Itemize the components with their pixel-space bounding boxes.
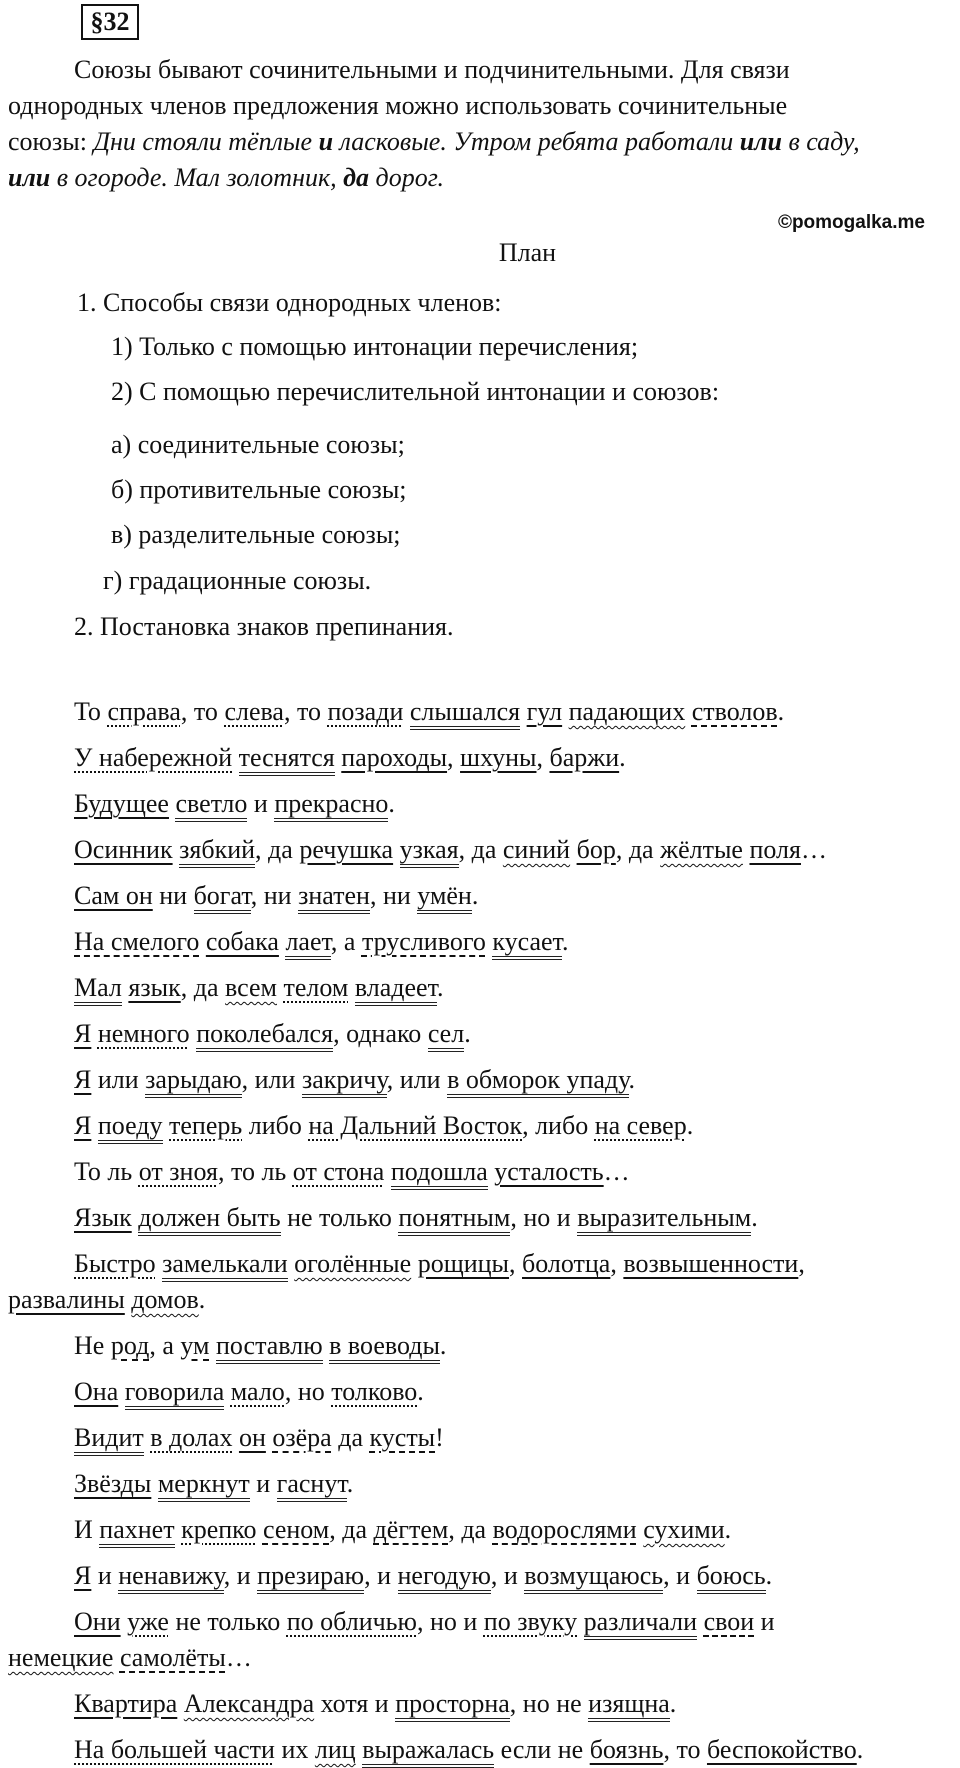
example-sentence <box>74 878 478 914</box>
intro-example <box>93 127 859 156</box>
word-plain: , и <box>663 1561 697 1590</box>
word-plain: ни <box>152 881 194 910</box>
word-attribute: немецкие <box>8 1643 114 1672</box>
word-subject: собака <box>205 927 279 956</box>
word-adverbial: На большей части <box>74 1735 275 1764</box>
example-sentence <box>74 1732 863 1768</box>
word-plain: либо <box>242 1111 309 1140</box>
word-subject: Сам он <box>74 881 153 910</box>
word-predicate: Видит <box>74 1423 144 1456</box>
word-plain: и <box>249 1469 277 1498</box>
word-predicate: слышался <box>410 697 520 730</box>
example-sentence <box>74 1200 758 1236</box>
plan-item: а) соединительные союзы; <box>111 430 405 459</box>
word-plain <box>348 973 355 1002</box>
word-attribute: домов <box>131 1285 199 1314</box>
word-plain: То <box>74 697 108 726</box>
word-plain <box>577 1607 584 1636</box>
word-predicate: выразительным <box>577 1203 751 1236</box>
word-subject: гул <box>526 697 563 726</box>
word-attribute: лиц <box>314 1735 356 1764</box>
word-predicate: понятным <box>398 1203 510 1236</box>
word-object: дёгтем <box>373 1515 449 1544</box>
word-plain: , <box>536 743 550 772</box>
word-subject: развалины <box>8 1285 125 1314</box>
word-adverbial: телом <box>283 973 349 1002</box>
word-plain: и <box>754 1607 775 1636</box>
word-plain: . <box>388 789 395 818</box>
word-adverbial: мало <box>230 1377 285 1406</box>
word-predicate: пахнет <box>99 1515 174 1548</box>
word-predicate: закричу <box>302 1065 387 1098</box>
word-adverbial: справа <box>107 697 181 726</box>
word-adverbial: от стона <box>292 1157 385 1186</box>
word-subject: Я <box>74 1065 92 1094</box>
word-predicate: поставлю <box>216 1331 323 1364</box>
word-predicate: прекрасно <box>274 789 388 822</box>
word-plain: . <box>628 1065 636 1094</box>
word-attribute: падающих <box>568 697 686 726</box>
word-subject: Я <box>74 1019 92 1048</box>
word-plain: , да <box>329 1515 374 1544</box>
word-attribute: синий <box>502 835 571 864</box>
word-plain: И <box>74 1515 100 1544</box>
word-subject: боязнь <box>589 1735 664 1764</box>
word-subject: бор <box>576 835 616 864</box>
word-adverbial: крепко <box>181 1515 257 1544</box>
word-plain: . <box>471 881 479 910</box>
word-predicate: зябкий <box>179 835 255 868</box>
word-adverbial: Быстро <box>74 1249 156 1278</box>
word-adverbial: слева <box>224 697 284 726</box>
word-predicate: негодую <box>398 1561 491 1594</box>
word-plain: . <box>751 1203 758 1232</box>
word-plain: или <box>91 1065 146 1094</box>
word-predicate: в воеводы <box>329 1331 440 1364</box>
word-subject: возвышенности <box>623 1249 799 1278</box>
example-sentence <box>74 1512 731 1548</box>
word-plain: . <box>437 973 444 1002</box>
word-plain: , то <box>283 697 328 726</box>
word-plain: , то ль <box>217 1157 293 1186</box>
word-predicate: меркнут <box>158 1469 250 1502</box>
example-run: в огороде. Мал золотник, <box>50 163 344 192</box>
intro-line-2: однородных членов предложения можно использовать сочинительные <box>8 91 788 120</box>
example-sentence <box>74 694 784 730</box>
word-object: На смелого <box>74 927 200 956</box>
plan-title: План <box>498 238 557 267</box>
word-object: сеном <box>262 1515 330 1544</box>
word-object: стволов <box>691 697 778 726</box>
word-plain: , однако <box>333 1019 428 1048</box>
word-attribute: сухими <box>643 1515 725 1544</box>
word-predicate: ненавижу <box>118 1561 223 1594</box>
word-subject: Осинник <box>74 835 173 864</box>
word-subject: рощицы <box>417 1249 510 1278</box>
word-predicate: просторна <box>395 1689 510 1722</box>
word-predicate: различали <box>584 1607 697 1640</box>
word-subject: он <box>238 1423 266 1452</box>
word-plain: , а <box>149 1331 181 1360</box>
word-plain: , то <box>663 1735 707 1764</box>
word-plain: и <box>91 1561 119 1590</box>
plan-item: г) градационные союзы. <box>103 566 372 595</box>
word-plain: . <box>686 1111 694 1140</box>
example-sentence <box>74 1108 693 1144</box>
word-plain: если не <box>494 1735 590 1764</box>
word-plain: , <box>509 1249 523 1278</box>
example-sentence <box>74 1062 635 1098</box>
word-plain: , <box>798 1249 805 1278</box>
plan-item: 2. Постановка знаков препинания. <box>74 612 454 641</box>
word-plain: . <box>724 1515 732 1544</box>
word-predicate: теснятся <box>239 743 335 776</box>
example-sentence <box>74 740 626 776</box>
word-plain: да <box>331 1423 370 1452</box>
word-plain: и <box>247 789 275 818</box>
word-object: ум <box>180 1331 210 1360</box>
word-plain: . <box>561 927 569 956</box>
word-predicate: Мал <box>74 973 122 1006</box>
word-object: озёра <box>272 1423 332 1452</box>
word-adverbial: У набережной <box>74 743 233 772</box>
word-predicate: узкая <box>400 835 459 868</box>
word-predicate: поеду <box>98 1111 163 1144</box>
word-subject: шхуны <box>460 743 537 772</box>
word-adverbial: на север <box>594 1111 687 1140</box>
word-adverbial: уже <box>127 1607 169 1636</box>
example-sentence <box>74 1374 424 1410</box>
word-subject: пароходы <box>341 743 448 772</box>
word-attribute: оголённые <box>294 1249 412 1278</box>
word-predicate: говорила <box>125 1377 225 1410</box>
word-plain: , и <box>364 1561 398 1590</box>
example-sentence <box>74 970 444 1006</box>
word-plain: не только <box>280 1203 399 1232</box>
word-plain <box>209 1331 216 1360</box>
word-adverbial: от зноя <box>138 1157 218 1186</box>
word-predicate: гаснут <box>277 1469 347 1502</box>
word-plain: , и <box>223 1561 258 1590</box>
word-subject: речушка <box>299 835 394 864</box>
word-predicate: кусает <box>492 927 562 960</box>
word-adverbial: позади <box>327 697 404 726</box>
word-predicate: сел <box>428 1019 464 1052</box>
word-plain: , либо <box>522 1111 595 1140</box>
word-predicate: богат <box>194 881 251 914</box>
word-adverbial: по звуку <box>483 1607 578 1636</box>
word-plain: Не <box>74 1331 111 1360</box>
intro-line-1: Союзы бывают сочинительными и подчинительными. Для связи <box>74 55 790 84</box>
word-object: трусливого <box>361 927 486 956</box>
word-predicate: знатен <box>298 881 370 914</box>
word-plain: , но и <box>510 1203 578 1232</box>
word-plain: . <box>464 1019 471 1048</box>
plan-item: б) противительные союзы; <box>111 475 407 504</box>
word-predicate: возмущаюсь <box>524 1561 663 1594</box>
word-subject: поля <box>749 835 801 864</box>
word-plain: , да <box>448 1515 493 1544</box>
word-plain: . <box>619 743 626 772</box>
example-sentence <box>74 1328 446 1364</box>
example-sentence <box>74 1154 630 1190</box>
word-plain: , а <box>330 927 362 956</box>
word-plain: . <box>777 697 785 726</box>
word-plain: , и <box>490 1561 525 1590</box>
word-object: самолёты <box>119 1643 226 1672</box>
word-plain: , или <box>241 1065 302 1094</box>
example-sentence-wrapped <box>8 1604 960 1676</box>
word-plain: . <box>765 1561 773 1590</box>
word-plain: . <box>439 1331 447 1360</box>
example-sentence <box>74 786 395 822</box>
word-plain <box>118 1377 125 1406</box>
plan-item: 2) С помощью перечислительной интонации и союзов: <box>111 377 720 406</box>
conjunction: да <box>343 163 370 192</box>
word-predicate: зарыдаю <box>145 1065 241 1098</box>
word-predicate: поколебался <box>196 1019 333 1052</box>
word-adverbial: на Дальний Восток <box>308 1111 523 1140</box>
word-subject: Квартира <box>74 1689 178 1718</box>
word-adverbial: в долах <box>150 1423 233 1452</box>
word-predicate: боюсь <box>697 1561 766 1594</box>
example-sentence <box>74 924 568 960</box>
word-plain: … <box>225 1643 252 1672</box>
example-run: дорог. <box>369 163 444 192</box>
word-plain: То ль <box>74 1157 139 1186</box>
word-subject: Я <box>74 1561 92 1590</box>
word-subject: Звёзды <box>74 1469 152 1498</box>
word-attribute: Александра <box>183 1689 315 1718</box>
intro-example <box>8 163 444 192</box>
word-predicate: умён <box>417 881 472 914</box>
word-plain: , <box>610 1249 624 1278</box>
conjunction: или <box>8 163 51 192</box>
plan-item: 1) Только с помощью интонации перечисления; <box>111 332 639 361</box>
word-subject: беспокойство <box>706 1735 857 1764</box>
example-sentence <box>74 1686 676 1722</box>
word-adverbial: теперь <box>169 1111 243 1140</box>
word-predicate: изящна <box>588 1689 670 1722</box>
word-plain: , да <box>458 835 503 864</box>
example-run: ласковые. Утром ребята работали <box>333 127 740 156</box>
sentence-continuation <box>8 1640 960 1676</box>
conjunction: или <box>739 127 782 156</box>
intro-text-run: союзы: <box>8 127 94 156</box>
word-plain <box>384 1157 391 1186</box>
word-plain <box>91 1111 98 1140</box>
word-plain <box>232 743 239 772</box>
word-plain <box>403 697 410 726</box>
word-plain: . <box>417 1377 424 1406</box>
word-adverbial: по обличью <box>286 1607 417 1636</box>
word-plain <box>151 1469 158 1498</box>
example-sentence <box>74 1558 772 1594</box>
word-attribute: жёлтые <box>660 835 743 864</box>
word-plain: , да <box>255 835 300 864</box>
word-plain: . <box>198 1285 206 1314</box>
word-object: свои <box>703 1607 755 1636</box>
word-predicate: светло <box>175 789 247 822</box>
word-predicate: в обморок упаду <box>447 1065 628 1098</box>
word-plain: , то <box>180 697 225 726</box>
conjunction: и <box>318 127 334 156</box>
word-predicate: замелькали <box>162 1249 288 1282</box>
plan-item: 1. Способы связи однородных членов: <box>77 288 502 317</box>
word-predicate: презираю <box>257 1561 364 1594</box>
word-subject: Она <box>74 1377 119 1406</box>
watermark: ©pomogalka.me <box>777 212 925 233</box>
word-subject: баржи <box>549 743 620 772</box>
word-object: водорослями <box>492 1515 637 1544</box>
paragraph-number: §32 <box>81 4 139 40</box>
word-plain: . <box>669 1689 677 1718</box>
word-adverbial: немного <box>97 1019 190 1048</box>
word-plain: их <box>274 1735 315 1764</box>
word-adverbial: толково <box>331 1377 418 1406</box>
word-subject: Будущее <box>74 789 169 818</box>
word-plain: , но и <box>416 1607 484 1636</box>
word-plain: , ни <box>250 881 299 910</box>
word-plain: , <box>447 743 461 772</box>
word-object: кусты <box>369 1423 436 1452</box>
word-object: род <box>110 1331 150 1360</box>
word-plain: . <box>856 1735 864 1764</box>
example-sentence <box>74 1016 471 1052</box>
word-subject: Я <box>74 1111 92 1140</box>
example-sentence <box>74 1420 444 1456</box>
word-attribute: всем <box>225 973 277 1002</box>
word-plain: , да <box>615 835 661 864</box>
sentence-continuation <box>8 1282 960 1318</box>
word-subject: болотца <box>522 1249 611 1278</box>
word-plain: , да <box>180 973 225 1002</box>
word-subject: Они <box>74 1607 121 1636</box>
word-plain: , или <box>386 1065 448 1094</box>
word-plain: не только <box>168 1607 287 1636</box>
word-predicate: владеет <box>355 973 437 1006</box>
word-subject: язык <box>128 973 181 1002</box>
word-plain <box>393 835 400 864</box>
word-plain: … <box>800 835 827 864</box>
word-predicate: подошла <box>391 1157 488 1190</box>
example-sentence <box>74 832 827 868</box>
word-predicate: лает <box>285 927 330 960</box>
word-predicate: должен быть <box>138 1203 280 1236</box>
word-plain: , но не <box>509 1689 589 1718</box>
word-plain: … <box>603 1157 630 1186</box>
example-run: в саду, <box>781 127 860 156</box>
intro-line-4 <box>8 160 956 196</box>
word-subject: Язык <box>74 1203 132 1232</box>
intro-line-3 <box>8 124 956 160</box>
intro-text <box>8 52 956 196</box>
example-sentence <box>74 1466 353 1502</box>
example-run: Дни стояли тёплые <box>93 127 319 156</box>
word-plain: ! <box>435 1423 444 1452</box>
word-predicate: выражалась <box>362 1735 494 1768</box>
word-plain: , ни <box>369 881 418 910</box>
word-subject: усталость <box>494 1157 604 1186</box>
plan-item: в) разделительные союзы; <box>111 520 401 549</box>
word-plain: . <box>346 1469 354 1498</box>
word-plain: , но <box>284 1377 332 1406</box>
word-plain: хотя и <box>314 1689 396 1718</box>
example-sentence-wrapped <box>8 1246 960 1318</box>
